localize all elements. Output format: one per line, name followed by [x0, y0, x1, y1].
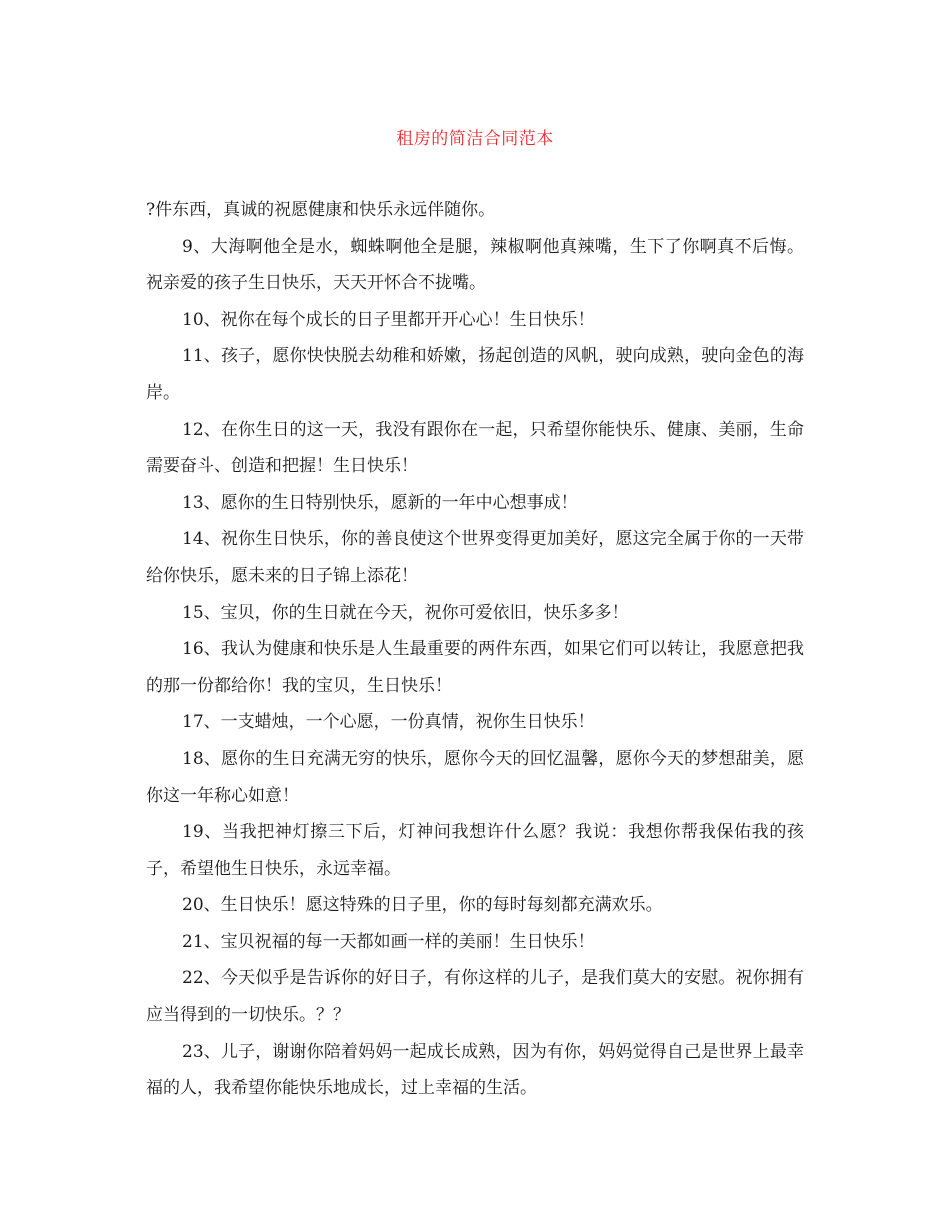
paragraph-item-9: 9、大海啊他全是水，蜘蛛啊他全是腿，辣椒啊他真辣嘴，生下了你啊真不后悔。祝亲爱的孩子生日快乐，天天开怀合不拢嘴。 [146, 236, 804, 294]
paragraph-item-12: 12、在你生日的这一天，我没有跟你在一起，只希望你能快乐、健康、美丽，生命需要奋斗、创造和把握！生日快乐！ [146, 419, 804, 477]
paragraph-item-11: 11、孩子，愿你快快脱去幼稚和娇嫩，扬起创造的风帆，驶向成熟，驶向金色的海岸。 [146, 346, 804, 403]
document-body [146, 192, 804, 1107]
paragraph-item-10: 10、祝你在每个成长的日子里都开开心心！生日快乐！ [182, 309, 595, 330]
paragraph-item-21: 21、宝贝祝福的每一天都如画一样的美丽！生日快乐！ [182, 931, 595, 952]
paragraph-item-20: 20、生日快乐！愿这特殊的日子里，你的每时每刻都充满欢乐。 [182, 895, 663, 916]
paragraph-item-15: 15、宝贝，你的生日就在今天，祝你可爱依旧，快乐多多！ [182, 602, 629, 623]
paragraph-item-14: 14、祝你生日快乐，你的善良使这个世界变得更加美好，愿这完全属于你的一天带给你快乐，愿未来的日子锦上添花！ [146, 529, 804, 586]
paragraph-item-18: 18、愿你的生日充满无穷的快乐，愿你今天的回忆温馨，愿你今天的梦想甜美，愿你这一年称心如意！ [146, 748, 804, 806]
paragraph-item-19: 19、当我把神灯擦三下后，灯神问我想许什么愿？我说：我想你帮我保佑我的孩子，希望他生日快乐，永远幸福。 [146, 822, 804, 879]
paragraph-item-13: 13、愿你的生日特别快乐，愿新的一年中心想事成！ [182, 492, 578, 513]
paragraph-item-23: 23、儿子，谢谢你陪着妈妈一起成长成熟，因为有你，妈妈觉得自己是世界上最幸福的人，我希望你能快乐地成长，过上幸福的生活。 [146, 1041, 804, 1099]
paragraph-item-17: 17、一支蜡烛，一个心愿，一份真情，祝你生日快乐！ [182, 712, 595, 733]
paragraph-continuation: ?件东西，真诚的祝愿健康和快乐永远伴随你。 [146, 200, 496, 220]
paragraph-item-16: 16、我认为健康和快乐是人生最重要的两件东西，如果它们可以转让，我愿意把我的那一份都给你！我的宝贝，生日快乐！ [146, 639, 804, 696]
document-title: 租房的简洁合同范本 [396, 129, 554, 149]
paragraph-item-22: 22、今天似乎是告诉你的好日子，有你这样的儿子，是我们莫大的安慰。祝你拥有应当得到的一切快乐。？？ [146, 968, 804, 1026]
